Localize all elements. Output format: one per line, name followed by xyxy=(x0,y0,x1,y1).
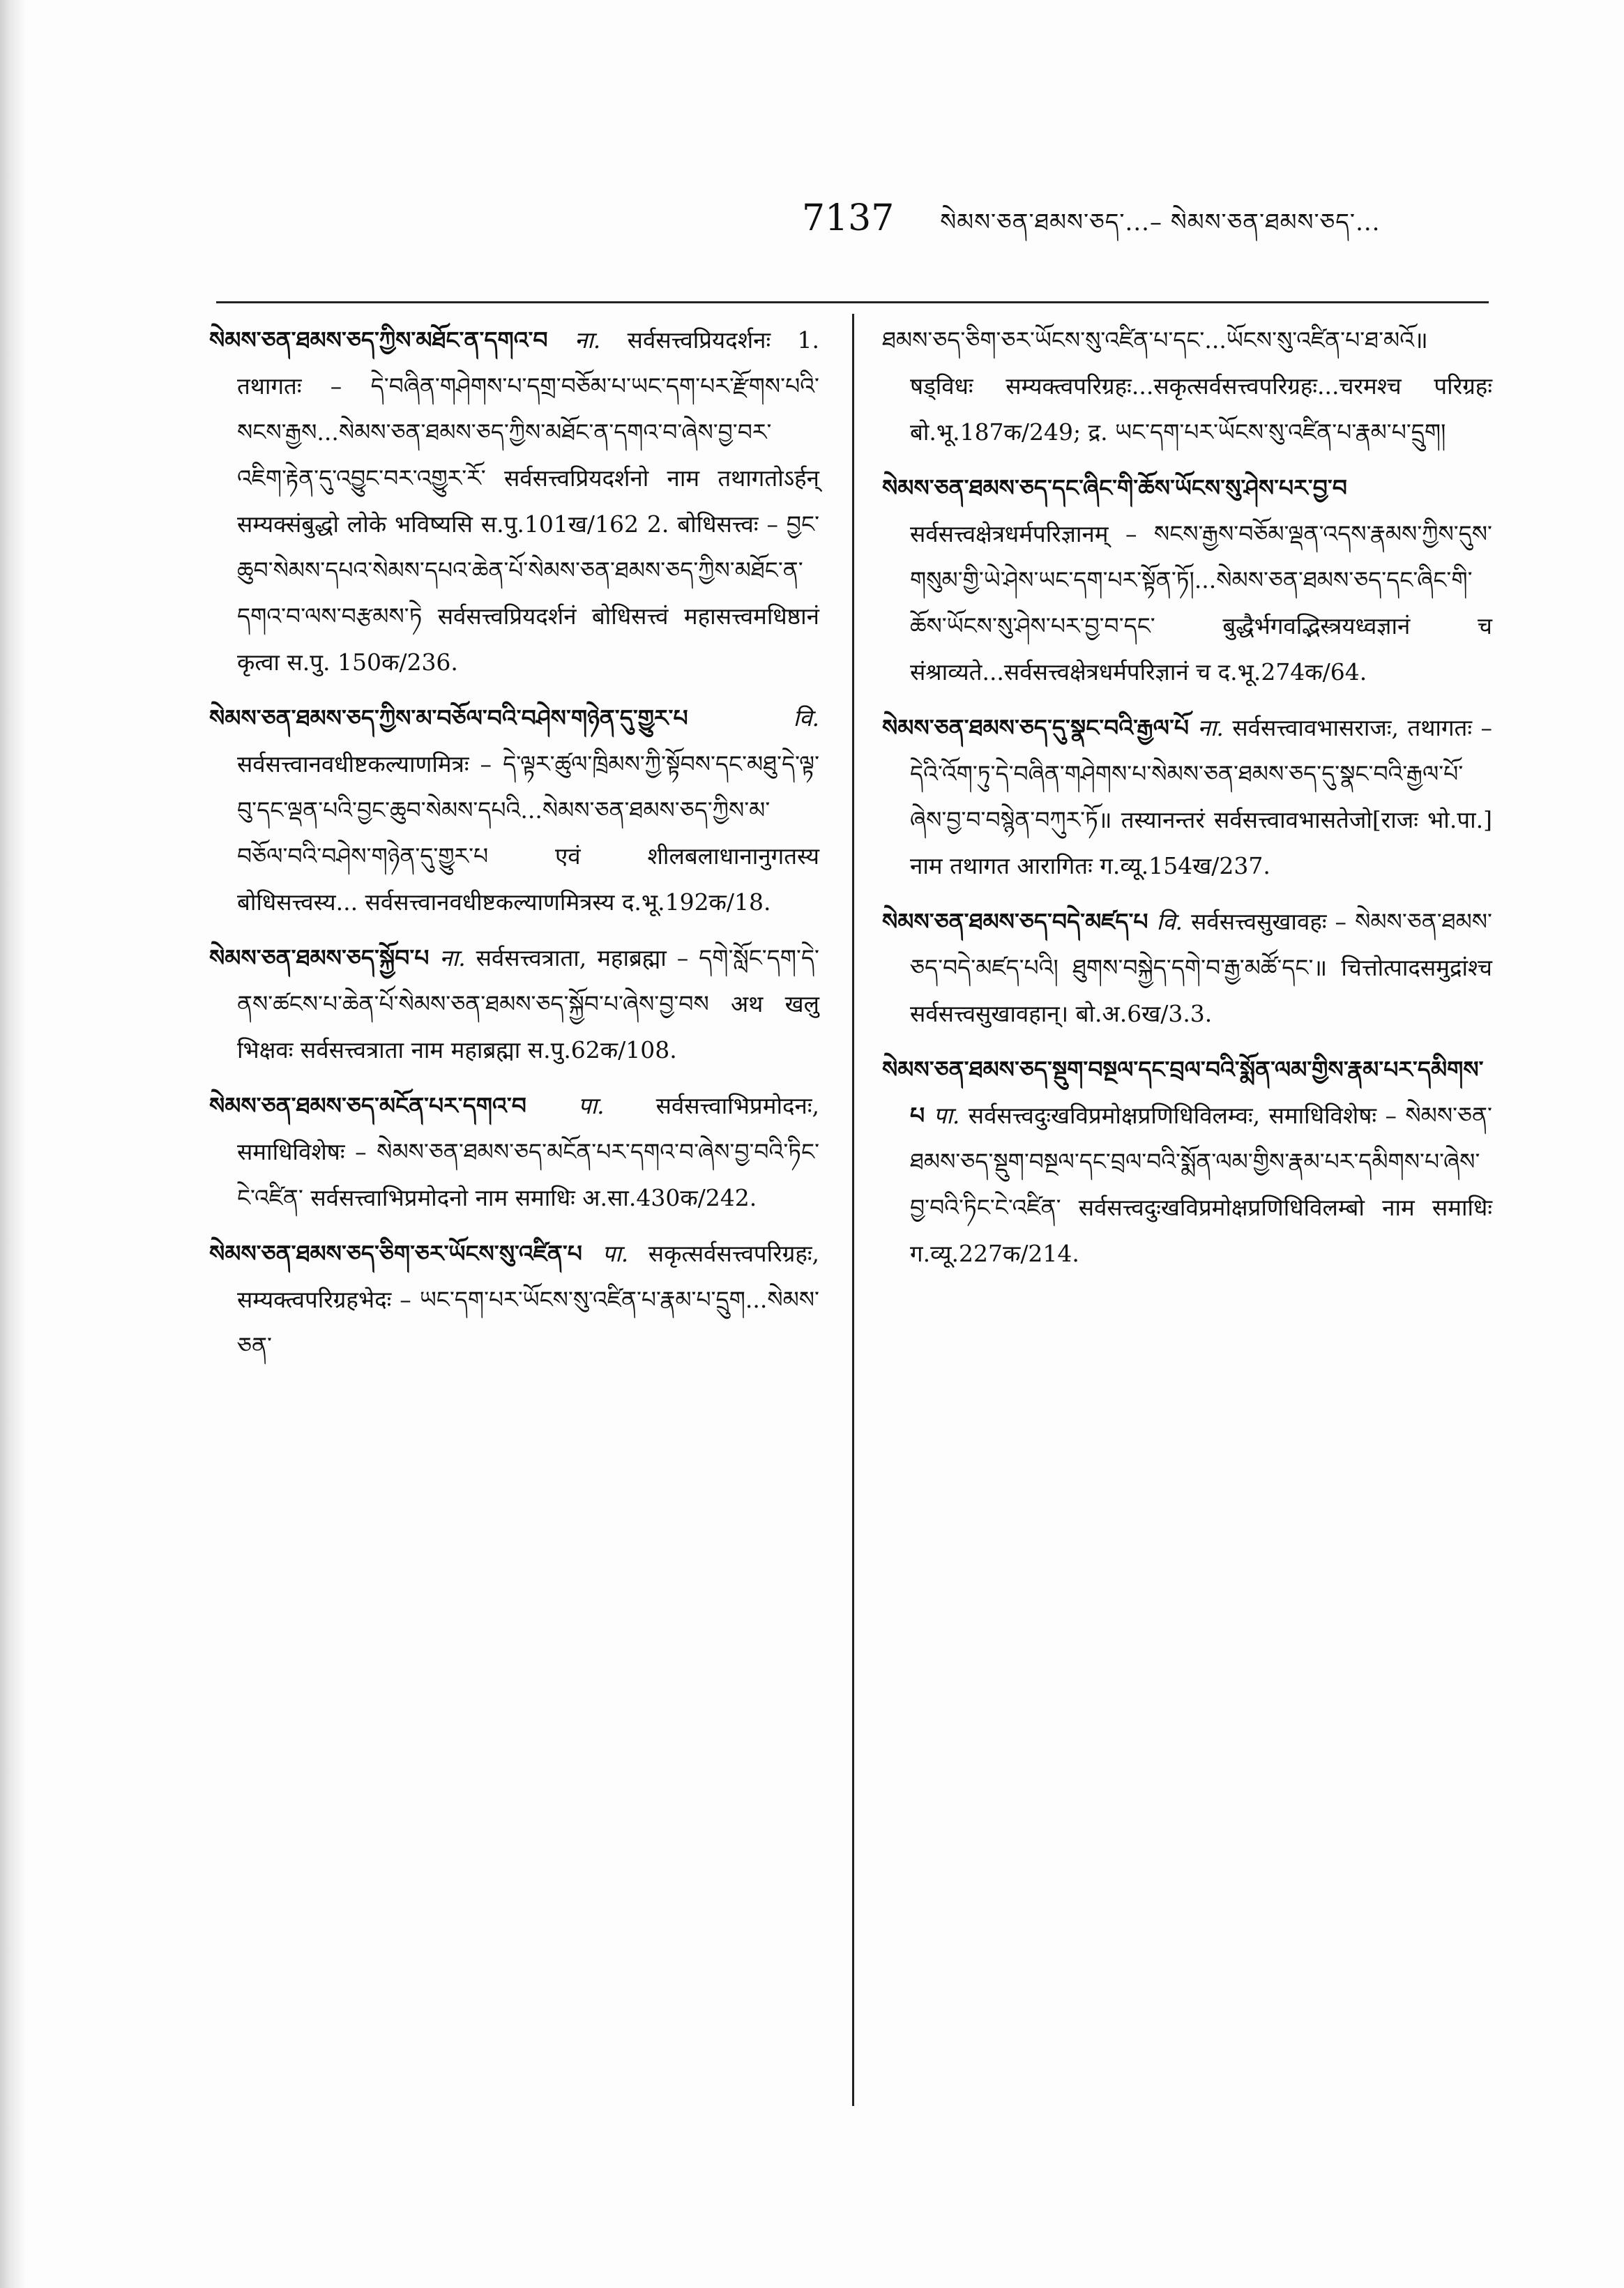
entry-abbreviation: पा. xyxy=(602,1240,629,1267)
entry-body: सर्वसत्त्वप्रियदर्शनः 1. तथागतः – དེ་བཞིན་གཤེགས་པ་དགྲ་བཅོམ་པ་ཡང་དག་པར་རྫོགས་པའི་སངས་རྒྱས...སེམས་ཅན་ཐམས་ཅད་ཀྱིས་མཐོང་ན་དགའ་བ་ཞེས་བྱ་བར་འཇིག་རྟེན་དུ་འབྱུང་བར་འགྱུར་རོ་ सर्वसत्त्वप्रियदर्शनो नाम तथागतोऽर्हन् सम्यक्संबुद्धो लोके भविष्यसि स.पु.101ख/162 2. बोधिसत्त्वः – བྱང་ཆུབ་སེམས་དཔའ་སེམས་དཔའ་ཆེན་པོ་སེམས་ཅན་ཐམས་ཅད་ཀྱིས་མཐོང་ན་དགའ་བ་ལས་བརྩམས་ཏེ सर्वसत्त्वप्रियदर्शनं बोधिसत्त्वं महासत्त्वमधिष्ठानं कृत्वा स.पु. 150क/236. xyxy=(237,326,819,676)
column-divider xyxy=(852,314,854,2106)
dictionary-entry xyxy=(882,705,1492,889)
dictionary-entry-continuation xyxy=(882,317,1492,455)
dictionary-entry xyxy=(882,1047,1492,1277)
entry-body: सर्वसत्त्वदुःखविप्रमोक्षप्रणिधिविलम्वः, समाधिविशेषः – སེམས་ཅན་ཐམས་ཅད་སྡུག་བསྔལ་དང་བྲལ་བའི་སྨོན་ལམ་གྱིས་རྣམ་པར་དམིགས་པ་ཞེས་བྱ་བའི་ཏིང་ངེ་འཛིན་ सर्वसत्त्वदुःखविप्रमोक्षप्रणिधिविलम्बो नाम समाधिः ग.व्यू.227क/214. xyxy=(910,1102,1492,1267)
dictionary-entry xyxy=(882,899,1492,1037)
entry-body: सर्वसत्त्वावभासराजः, तथागतः – དེའི་འོག་ཏུ་དེ་བཞིན་གཤེགས་པ་སེམས་ཅན་ཐམས་ཅད་དུ་སྣང་བའི་རྒྱལ་པོ་ཞེས་བྱ་བ་བསྙེན་བཀུར་ཏོ॥ तस्यानन्तरं सर्वसत्त्वावभासतेजो[राजः भो.पा.] नाम तथागत आरागितः ग.व्यू.154ख/237. xyxy=(910,714,1492,879)
dictionary-entry xyxy=(209,317,819,685)
entry-headword: སེམས་ཅན་ཐམས་ཅད་མངོན་པར་དགའ་བ xyxy=(209,1092,526,1119)
entry-headword: སེམས་ཅན་ཐམས་ཅད་སྐྱོབ་པ xyxy=(209,944,430,971)
entry-body: सर्वसत्त्वाभिप्रमोदनः, समाधिविशेषः – སེམས་ཅན་ཐམས་ཅད་མངོན་པར་དགའ་བ་ཞེས་བྱ་བའི་ཏིང་ངེ་འཛིན་ सर्वसत्त्वाभिप्रमोदनो नाम समाधिः अ.सा.430क/242. xyxy=(237,1092,819,1211)
dictionary-entry xyxy=(209,1083,819,1221)
header-rule xyxy=(216,301,1489,303)
entry-abbreviation: ना. xyxy=(1197,714,1224,741)
entry-body: सकृत्सर्वसत्त्वपरिग्रहः, सम्यक्त्वपरिग्रहभेदः – ཡང་དག་པར་ཡོངས་སུ་འཛིན་པ་རྣམ་པ་དྲུག...སེམས་ཅན་ xyxy=(237,1240,819,1359)
entry-headword: སེམས་ཅན་ཐམས་ཅད་སྡུག་བསྔལ་དང་བྲལ་བའི་སྨོན་ལམ་གྱིས་རྣམ་པར་དམིགས་པ xyxy=(882,1056,1484,1129)
dictionary-entry xyxy=(209,1231,819,1369)
entry-abbreviation: वि. xyxy=(1156,908,1183,935)
entry-headword: སེམས་ཅན་ཐམས་ཅད་དང་ཞིང་གི་ཆོས་ཡོངས་སུ་ཤེས་པར་བྱ་བ xyxy=(882,474,1347,501)
dictionary-entry xyxy=(882,465,1492,695)
binding-edge xyxy=(0,0,26,2288)
left-column xyxy=(209,317,819,1379)
entry-body: ཐམས་ཅད་ཅིག་ཅར་ཡོངས་སུ་འཛིན་པ་དང་...ཡོངས་སུ་འཛིན་པ་ཐ་མའོ॥ षड्विधः सम्यक्त्वपरिग्रहः...सकृत्सर्वसत्त्वपरिग्रहः...चरमश्च परिग्रहः बो.भू.187क/249; द्र. ཡང་དག་པར་ཡོངས་སུ་འཛིན་པ་རྣམ་པ་དྲུག། xyxy=(882,326,1492,446)
entry-headword: སེམས་ཅན་ཐམས་ཅད་དུ་སྣང་བའི་རྒྱལ་པོ xyxy=(882,714,1190,741)
page-number: 7137 xyxy=(802,197,895,239)
entry-headword: སེམས་ཅན་ཐམས་ཅད་ཀྱིས་མཐོང་ན་དགའ་བ xyxy=(209,326,548,354)
entry-abbreviation: ना. xyxy=(574,326,601,354)
entry-abbreviation: ना. xyxy=(439,944,466,971)
entry-body: सर्वसत्त्वक्षेत्रधर्मपरिज्ञानम् – སངས་རྒྱས་བཅོམ་ལྡན་འདས་རྣམས་ཀྱིས་དུས་གསུམ་གྱི་ཡེ་ཤེས་ཡང་དག་པར་སྟོན་ཏོ།...སེམས་ཅན་ཐམས་ཅད་དང་ཞིང་གི་ཆོས་ཡོངས་སུ་ཤེས་པར་བྱ་བ་དང་ बुद्धैर्भगवद्भिस्त्रयध्वज्ञानं च संश्राव्यते...सर्वसत्त्वक्षेत्रधर्मपरिज्ञानं च द.भू.274क/64. xyxy=(910,520,1492,685)
entry-headword: སེམས་ཅན་ཐམས་ཅད་ཀྱིས་མ་བཅོལ་བའི་བཤེས་གཉེན་དུ་གྱུར་པ xyxy=(209,704,688,732)
dictionary-entry xyxy=(209,935,819,1073)
entry-body: सर्वसत्त्वानवधीष्टकल्याणमित्रः – དེ་ལྟར་ཚུལ་ཁྲིམས་ཀྱི་སྟོབས་དང་མཐུ་དེ་ལྟ་བུ་དང་ལྡན་པའི་བྱང་ཆུབ་སེམས་དཔའི...སེམས་ཅན་ཐམས་ཅད་ཀྱིས་མ་བཅོལ་བའི་བཤེས་གཉེན་དུ་གྱུར་པ एवं शीलबलाधानानुगतस्य बोधिसत्त्वस्य... सर्वसत्त्वानवधीष्टकल्याणमित्रस्य द.भू.192क/18. xyxy=(237,750,819,916)
entry-headword: སེམས་ཅན་ཐམས་ཅད་བདེ་མཛད་པ xyxy=(882,908,1148,935)
entry-abbreviation: पा. xyxy=(577,1092,605,1119)
dictionary-entry xyxy=(209,695,819,925)
running-title: སེམས་ཅན་ཐམས་ཅད་...– སེམས་ཅན་ཐམས་ཅད་... xyxy=(940,209,1381,236)
entry-body: सर्वसत्त्वसुखावहः – སེམས་ཅན་ཐམས་ཅད་བདེ་མཛད་པའི། ཐུགས་བསྐྱེད་དགེ་བ་རྒྱ་མཚོ་དང་॥ चित्तोत्पादसमुद्रांश्च सर्वसत्त्वसुखावहान्। बो.अ.6ख/3.3. xyxy=(910,908,1492,1027)
entry-abbreviation: पा. xyxy=(933,1102,960,1129)
right-column xyxy=(882,317,1492,1287)
page-header xyxy=(802,187,1506,250)
entry-abbreviation: वि. xyxy=(793,704,819,732)
entry-body: सर्वसत्त्वत्राता, महाब्रह्मा – དགེ་སློང་དག་དེ་ནས་ཚངས་པ་ཆེན་པོ་སེམས་ཅན་ཐམས་ཅད་སྐྱོབ་པ་ཞེས་བྱ་བས अथ खलु भिक्षवः सर्वसत्त्वत्राता नाम महाब्रह्मा स.पु.62क/108. xyxy=(237,944,819,1063)
entry-headword: སེམས་ཅན་ཐམས་ཅད་ཅིག་ཅར་ཡོངས་སུ་འཛིན་པ xyxy=(209,1240,582,1267)
